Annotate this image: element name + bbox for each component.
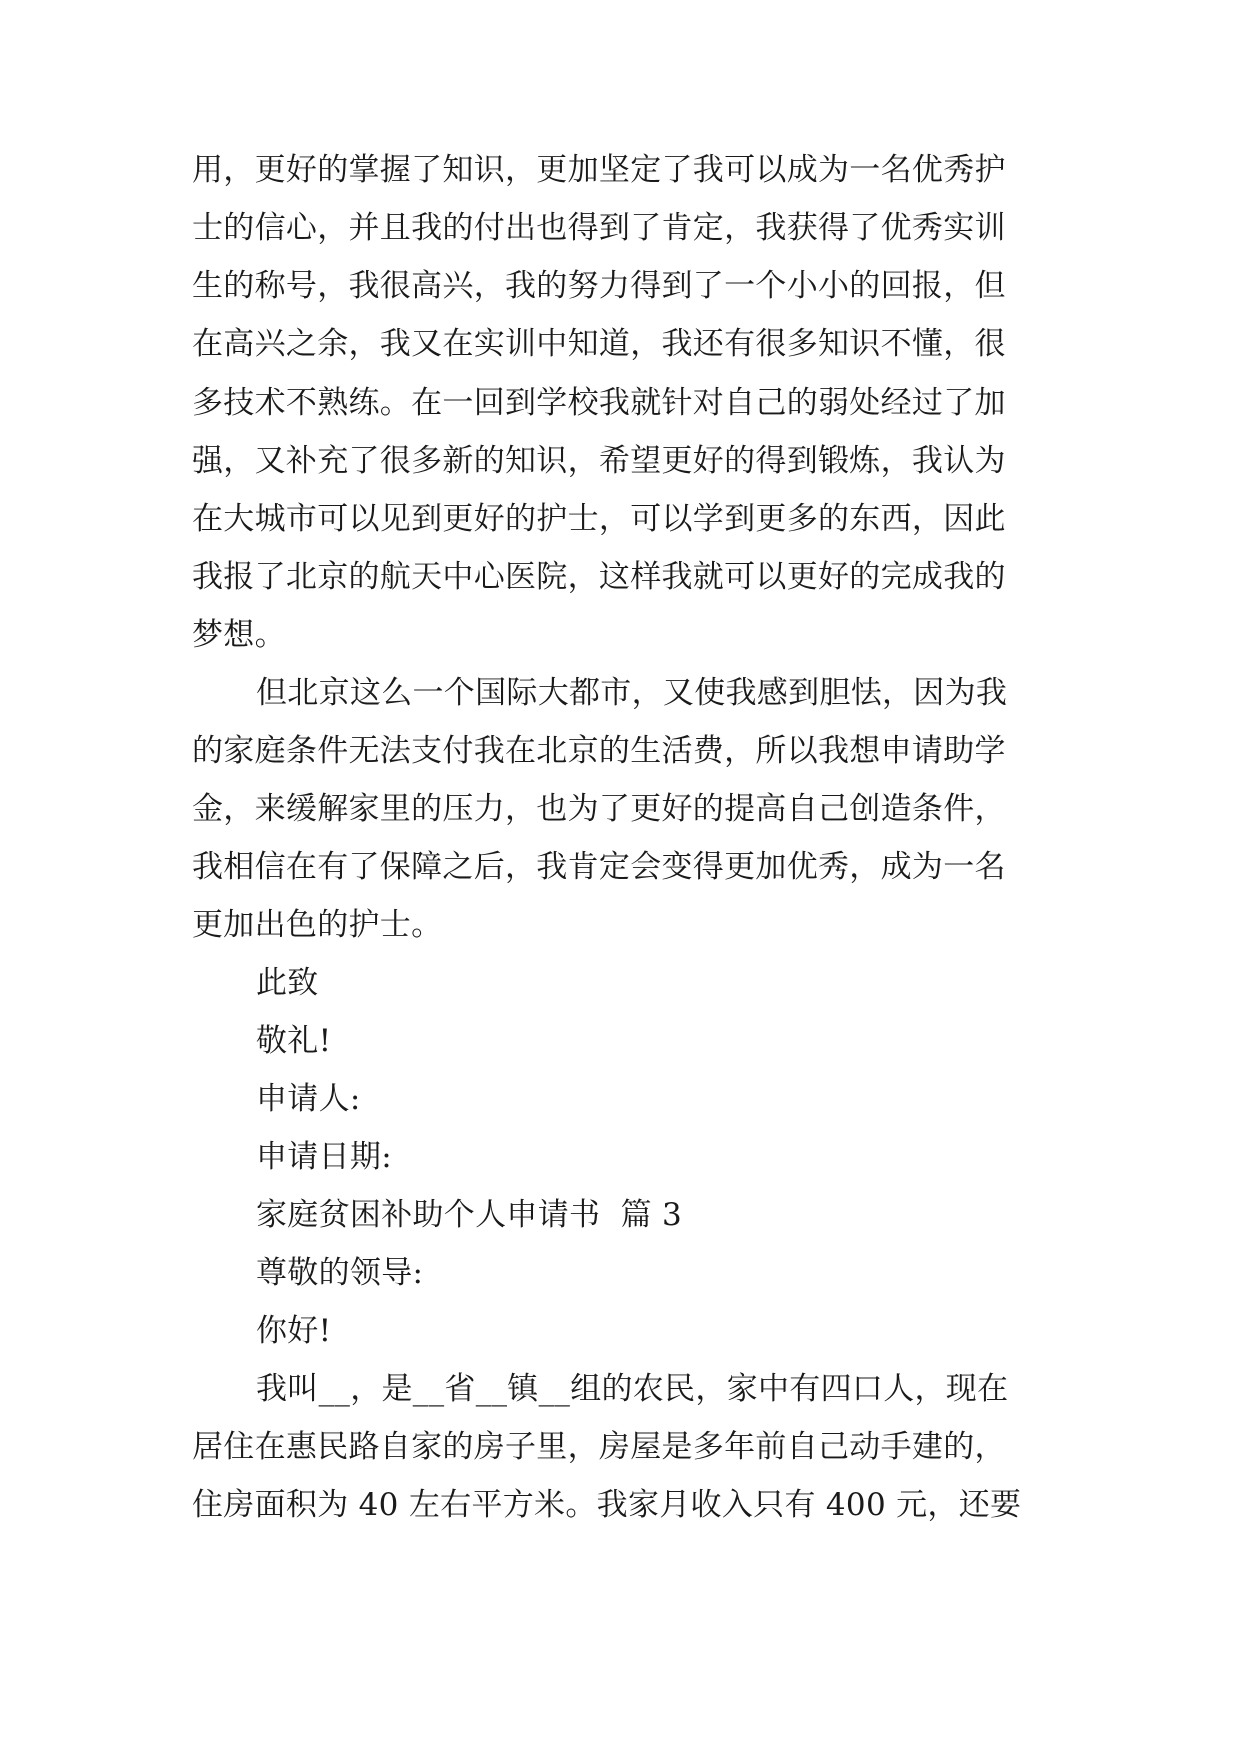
- greeting: 你好!: [256, 1313, 332, 1349]
- salutation: 尊敬的领导:: [256, 1255, 424, 1291]
- paragraph-2-line-1: 但北京这么一个国际大都市，又使我感到胆怯，因为我: [256, 675, 1008, 711]
- paragraph-2-line-5: 更加出色的护士。: [192, 907, 443, 943]
- date-label: 申请日期:: [256, 1139, 392, 1175]
- paragraph-1-line-6: 强，又补充了很多新的知识，希望更好的得到锻炼，我认为: [192, 443, 1006, 479]
- paragraph-1-line-8: 我报了北京的航天中心医院，这样我就可以更好的完成我的: [192, 559, 1006, 595]
- paragraph-1-line-4: 在高兴之余，我又在实训中知道，我还有很多知识不懂，很: [192, 326, 1006, 362]
- section-title: 家庭贫困补助个人申请书 篇 3: [256, 1197, 683, 1233]
- closing-jing-li: 敬礼!: [256, 1023, 332, 1059]
- paragraph-2-line-4: 我相信在有了保障之后，我肯定会变得更加优秀，成为一名: [192, 849, 1006, 885]
- paragraph-1-line-7: 在大城市可以见到更好的护士，可以学到更多的东西，因此: [192, 501, 1006, 537]
- paragraph-3-line-1: 我叫__，是__省__镇__组的农民，家中有四口人，现在: [256, 1371, 1009, 1407]
- paragraph-1-line-9: 梦想。: [192, 617, 286, 653]
- applicant-label: 申请人:: [256, 1081, 361, 1117]
- paragraph-2-line-3: 金，来缓解家里的压力，也为了更好的提高自己创造条件，: [192, 791, 1006, 827]
- paragraph-1-line-1: 用，更好的掌握了知识，更加坚定了我可以成为一名优秀护: [192, 152, 1006, 188]
- closing-ci-zhi: 此致: [256, 965, 319, 1001]
- paragraph-2-line-2: 的家庭条件无法支付我在北京的生活费，所以我想申请助学: [192, 733, 1006, 769]
- paragraph-1-line-3: 生的称号，我很高兴，我的努力得到了一个小小的回报，但: [192, 268, 1006, 304]
- paragraph-1-line-2: 士的信心，并且我的付出也得到了肯定，我获得了优秀实训: [192, 210, 1006, 246]
- paragraph-3-line-2: 居住在惠民路自家的房子里，房屋是多年前自己动手建的，: [192, 1429, 1006, 1465]
- paragraph-1-line-5: 多技术不熟练。在一回到学校我就针对自己的弱处经过了加: [192, 385, 1006, 421]
- paragraph-3-line-3: 住房面积为 40 左右平方米。我家月收入只有 400 元，还要: [192, 1487, 1022, 1523]
